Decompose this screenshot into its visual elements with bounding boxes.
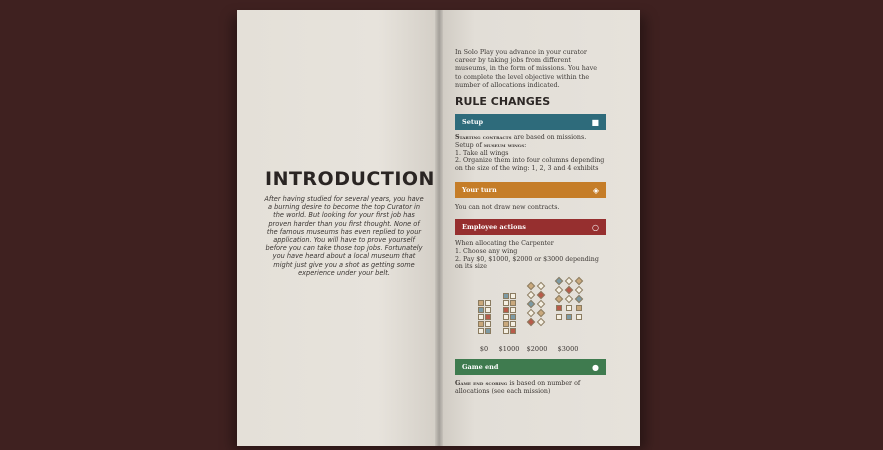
wing-tile bbox=[478, 300, 484, 306]
wing-tile bbox=[565, 295, 573, 303]
wing-tile bbox=[527, 291, 535, 299]
wing-tile bbox=[575, 295, 583, 303]
setup-line1-term: Starting contracts bbox=[455, 134, 512, 141]
wing-tile bbox=[576, 314, 582, 320]
wing-tile bbox=[566, 305, 572, 311]
price-label-3000: $3000 bbox=[557, 345, 579, 353]
game-end-header bbox=[455, 359, 606, 375]
solo-intro-paragraph: In Solo Play you advance in your curator career by taking jobs from different museums, in the form of missions. You have to complete the level objective within the number of allocations indicated. bbox=[455, 48, 598, 89]
wing-tile bbox=[566, 314, 572, 320]
wing-tile bbox=[555, 286, 563, 294]
intro-title: INTRODUCTION bbox=[265, 168, 435, 190]
wing-tile bbox=[510, 307, 516, 313]
wing-tile bbox=[503, 307, 509, 313]
your-turn-text: You can not draw new contracts. bbox=[455, 204, 560, 211]
dot-icon: ● bbox=[592, 362, 599, 372]
wing-stack-4 bbox=[556, 278, 583, 320]
employee-actions-label: Employee actions bbox=[462, 223, 526, 231]
wing-tile bbox=[478, 307, 484, 313]
wing-tile bbox=[510, 300, 516, 306]
wing-tile bbox=[537, 318, 545, 326]
wing-tile bbox=[485, 314, 491, 320]
wing-tile bbox=[503, 300, 509, 306]
rule-changes-heading: RULE CHANGES bbox=[455, 95, 551, 108]
game-end-text bbox=[455, 380, 606, 396]
booklet-spine bbox=[435, 10, 443, 446]
wing-tile bbox=[503, 321, 509, 327]
wing-stack-3 bbox=[528, 283, 545, 325]
employee-actions-header bbox=[455, 219, 606, 235]
wing-tile bbox=[510, 314, 516, 320]
setup-line2-term: museum wings bbox=[483, 141, 525, 149]
wing-tile bbox=[478, 321, 484, 327]
wing-tile bbox=[478, 328, 484, 334]
wing-tile bbox=[485, 300, 491, 306]
wing-tile bbox=[527, 300, 535, 308]
wing-tile bbox=[537, 282, 545, 290]
wing-tile bbox=[510, 321, 516, 327]
wing-tile bbox=[503, 293, 509, 299]
game-end-term: Game end scoring bbox=[455, 380, 508, 387]
wing-tile bbox=[555, 295, 563, 303]
wing-tile bbox=[510, 328, 516, 334]
setup-line2-post: : bbox=[524, 141, 527, 149]
wing-tile bbox=[537, 300, 545, 308]
wing-tile bbox=[527, 309, 535, 317]
wing-tile bbox=[537, 291, 545, 299]
wing-tile bbox=[527, 318, 535, 326]
price-label-2000: $2000 bbox=[526, 345, 548, 353]
setup-item-1: 1. Take all wings bbox=[455, 149, 509, 157]
employee-text bbox=[455, 240, 606, 271]
wing-tile bbox=[478, 314, 484, 320]
setup-item-2: 2. Organize them into four columns depending on the size of the wing: 1, 2, 3 and 4 exhibits bbox=[455, 157, 605, 173]
wing-tile bbox=[565, 277, 573, 285]
square-icon: ■ bbox=[591, 117, 599, 127]
price-label-0: $0 bbox=[479, 345, 489, 353]
wing-stack-1 bbox=[478, 300, 491, 334]
game-end-rest: is based on number of allocations (see each mission) bbox=[455, 380, 581, 395]
diamond-icon: ◈ bbox=[592, 185, 599, 195]
employee-item-1: 1. Choose any wing bbox=[455, 247, 518, 255]
wing-tile bbox=[485, 328, 491, 334]
wing-tile bbox=[503, 314, 509, 320]
wing-tile bbox=[527, 282, 535, 290]
wing-tile bbox=[555, 277, 563, 285]
your-turn-label: Your turn bbox=[462, 186, 497, 194]
setup-header bbox=[455, 114, 606, 130]
wing-tile bbox=[485, 307, 491, 313]
wing-tile bbox=[485, 321, 491, 327]
wing-tile bbox=[556, 314, 562, 320]
setup-label: Setup bbox=[462, 118, 484, 126]
setup-line1-rest: are based on missions. bbox=[511, 134, 587, 141]
wing-tile bbox=[576, 305, 582, 311]
wing-tile bbox=[510, 293, 516, 299]
employee-item-2: 2. Pay $0, $1000, $2000 or $3000 depending on its size bbox=[455, 255, 599, 271]
wing-tile bbox=[503, 328, 509, 334]
wing-tile bbox=[575, 286, 583, 294]
your-turn-header bbox=[455, 182, 606, 198]
price-label-1000: $1000 bbox=[498, 345, 520, 353]
wing-tile bbox=[575, 277, 583, 285]
wing-stack-2 bbox=[503, 293, 516, 334]
ring-icon: ○ bbox=[592, 222, 599, 232]
wing-tile bbox=[565, 286, 573, 294]
setup-text bbox=[455, 134, 606, 173]
wing-tile bbox=[537, 309, 545, 317]
wing-tile bbox=[556, 305, 562, 311]
intro-paragraph: After having studied for several years, you have a burning desire to become the top Curator in the world. But looking for your first job has proven harder than you first thought. None of the famous museums has even replied to your application. You will have to prove yourself before you can take those top jobs. Fortunately you have heard about a local museum that might just give you a shot as getting some experience under your belt. bbox=[264, 195, 424, 277]
game-end-label: Game end bbox=[462, 363, 499, 371]
setup-line2-pre: Setup of bbox=[455, 141, 484, 149]
employee-line-1: When allocating the Carpenter bbox=[455, 240, 554, 247]
